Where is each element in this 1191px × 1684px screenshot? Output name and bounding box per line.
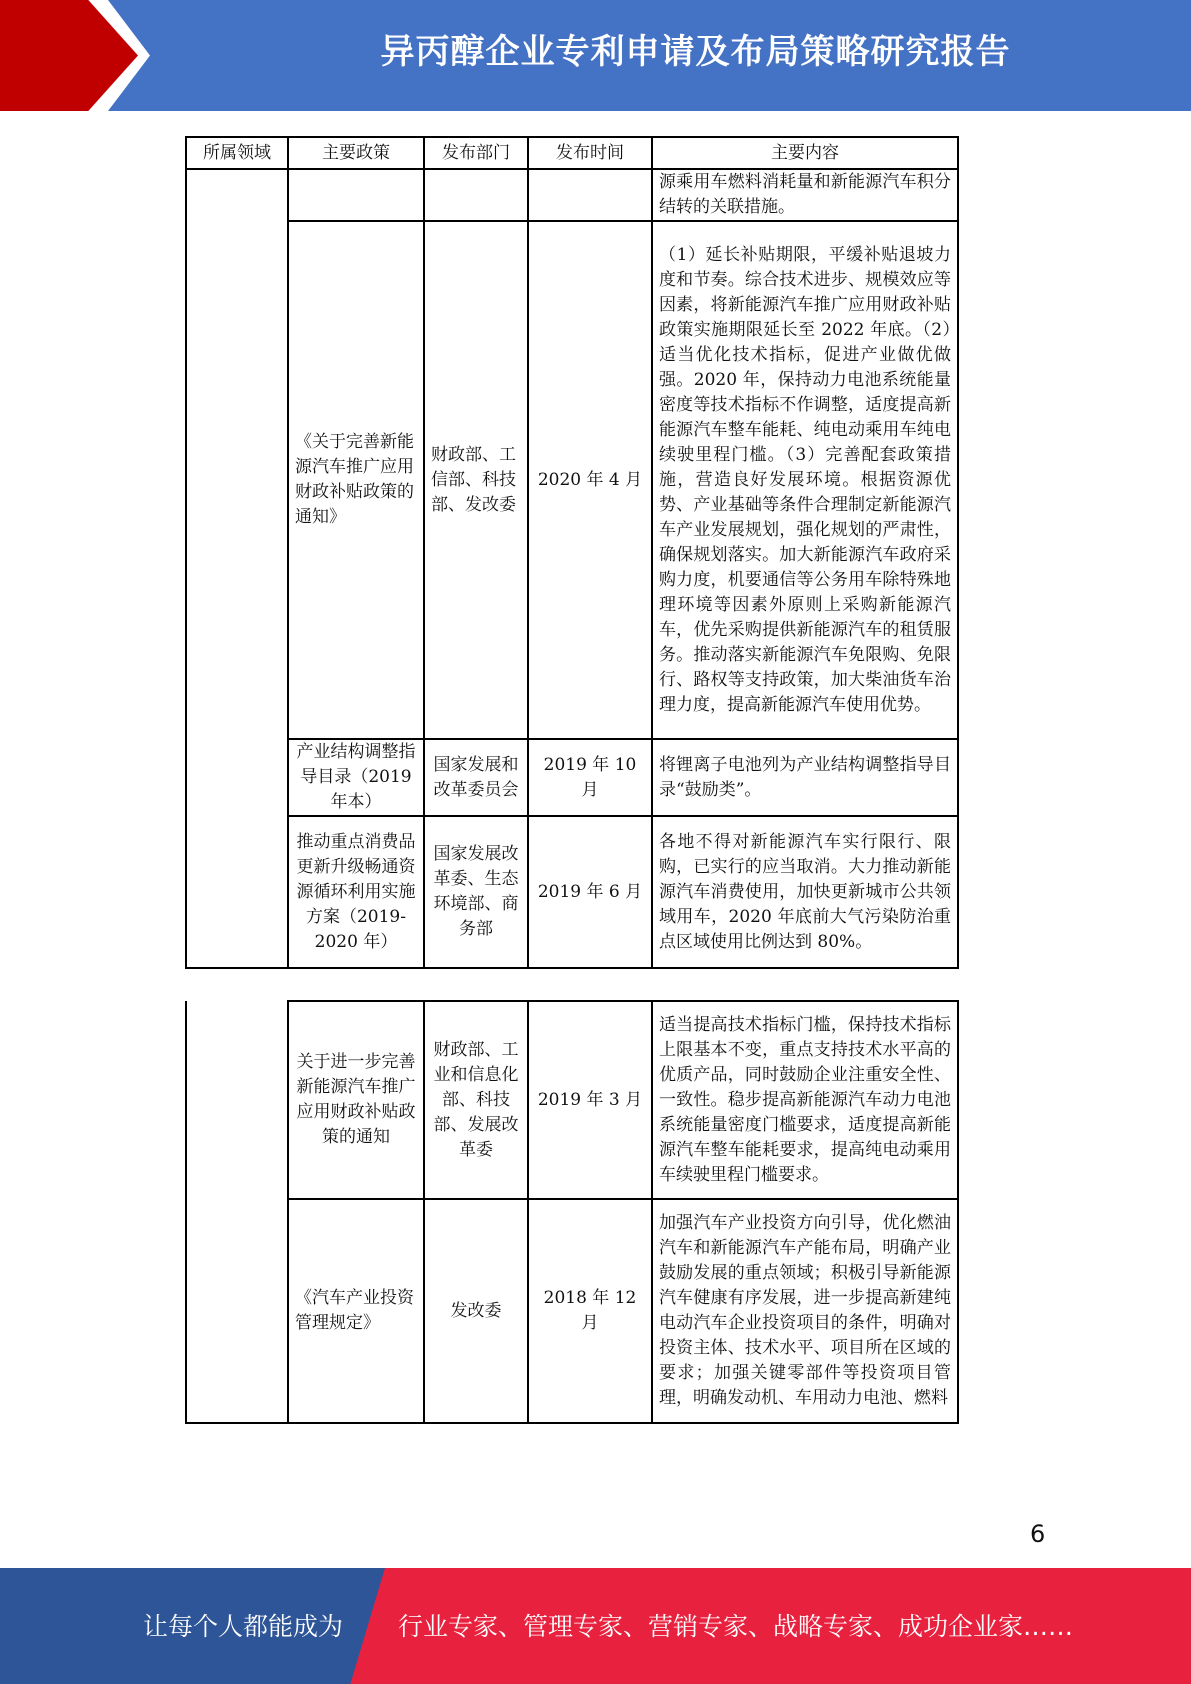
column-header: 所属领域 bbox=[186, 137, 288, 169]
table-row bbox=[186, 169, 958, 221]
date-cell bbox=[528, 169, 652, 221]
dept-cell: 国家发展和改革委员会 bbox=[424, 739, 528, 816]
policy-cell: 《汽车产业投资管理规定》 bbox=[288, 1199, 424, 1423]
column-header: 主要内容 bbox=[652, 137, 958, 169]
report-title: 异丙醇企业专利申请及布局策略研究报告 bbox=[380, 32, 1011, 72]
dept-cell: 财政部、工信部、科技部、发改委 bbox=[424, 221, 528, 739]
footer-slogan-right: 行业专家、管理专家、营销专家、战略专家、成功企业家…… bbox=[398, 1612, 1074, 1641]
policy-cell: 产业结构调整指导目录（2019 年本） bbox=[288, 739, 424, 816]
date-cell: 2019 年 10 月 bbox=[528, 739, 652, 816]
policy-table-part-1 bbox=[185, 136, 959, 969]
footer-slogan-left: 让每个人都能成为 bbox=[143, 1612, 344, 1641]
page-number: 6 bbox=[1030, 1520, 1046, 1548]
table-row bbox=[186, 816, 958, 968]
field-cell bbox=[186, 1001, 288, 1423]
date-cell: 2018 年 12 月 bbox=[528, 1199, 652, 1423]
content-cell: 将锂离子电池列为产业结构调整指导目录“鼓励类”。 bbox=[652, 739, 958, 816]
table-row bbox=[186, 1199, 958, 1423]
content-cell: 适当提高技术指标门槛，保持技术指标上限基本不变，重点支持技术水平高的优质产品，同时鼓励企业注重安全性、一致性。稳步提高新能源汽车动力电池系统能量密度门槛要求，适度提高新能源汽车整车能耗要求，提高纯电动乘用车续驶里程门槛要求。 bbox=[652, 1001, 958, 1199]
content-cell: 源乘用车燃料消耗量和新能源汽车积分结转的关联措施。 bbox=[652, 169, 958, 221]
table-row bbox=[186, 221, 958, 739]
date-cell: 2020 年 4 月 bbox=[528, 221, 652, 739]
table-header-row bbox=[186, 137, 958, 169]
column-header: 发布部门 bbox=[424, 137, 528, 169]
table-row bbox=[186, 1001, 958, 1199]
dept-cell: 国家发展改革委、生态环境部、商务部 bbox=[424, 816, 528, 968]
date-cell: 2019 年 3 月 bbox=[528, 1001, 652, 1199]
policy-cell bbox=[288, 169, 424, 221]
dept-cell: 财政部、工业和信息化部、科技部、发展改革委 bbox=[424, 1001, 528, 1199]
content-cell: （1）延长补贴期限，平缓补贴退坡力度和节奏。综合技术进步、规模效应等因素，将新能源汽车推广应用财政补贴政策实施期限延长至 2022 年底。（2）适当优化技术指标，促进产业做优做强。2020 年，保持动力电池系统能量密度等技术指标不作调整，适度提高新能源汽车整车能耗、纯电动乘用车纯电续驶里程门槛。（3）完善配套政策措施，营造良好发展环境。根据资源优势、产业基础等条件合理制定新能源汽车产业发展规划，强化规划的严肃性，确保规划落实。加大新能源汽车政府采购力度，机要通信等公务用车除特殊地理环境等因素外原则上采购新能源汽车，优先采购提供新能源汽车的租赁服务。推动落实新能源汽车免限购、免限行、路权等支持政策，加大柴油货车治理力度，提高新能源汽车使用优势。 bbox=[652, 221, 958, 739]
policy-cell: 《关于完善新能源汽车推广应用财政补贴政策的通知》 bbox=[288, 221, 424, 739]
policy-cell: 关于进一步完善新能源汽车推广应用财政补贴政策的通知 bbox=[288, 1001, 424, 1199]
page-footer bbox=[0, 1568, 1191, 1684]
date-cell: 2019 年 6 月 bbox=[528, 816, 652, 968]
content-cell: 加强汽车产业投资方向引导，优化燃油汽车和新能源汽车产能布局，明确产业鼓励发展的重点领域；积极引导新能源汽车健康有序发展，进一步提高新建纯电动汽车企业投资项目的条件，明确对投资主体、技术水平、项目所在区域的要求；加强关键零部件等投资项目管理，明确发动机、车用动力电池、燃料 bbox=[652, 1199, 958, 1423]
dept-cell: 发改委 bbox=[424, 1199, 528, 1423]
column-header: 发布时间 bbox=[528, 137, 652, 169]
table-row bbox=[186, 739, 958, 816]
column-header: 主要政策 bbox=[288, 137, 424, 169]
policy-cell: 推动重点消费品更新升级畅通资源循环利用实施方案（2019-2020 年） bbox=[288, 816, 424, 968]
content-cell: 各地不得对新能源汽车实行限行、限购，已实行的应当取消。大力推动新能源汽车消费使用，加快更新城市公共领域用车，2020 年底前大气污染防治重点区域使用比例达到 80%。 bbox=[652, 816, 958, 968]
policy-table-part-2 bbox=[185, 1000, 959, 1424]
field-cell bbox=[186, 169, 288, 968]
page-header bbox=[0, 0, 1191, 111]
dept-cell bbox=[424, 169, 528, 221]
